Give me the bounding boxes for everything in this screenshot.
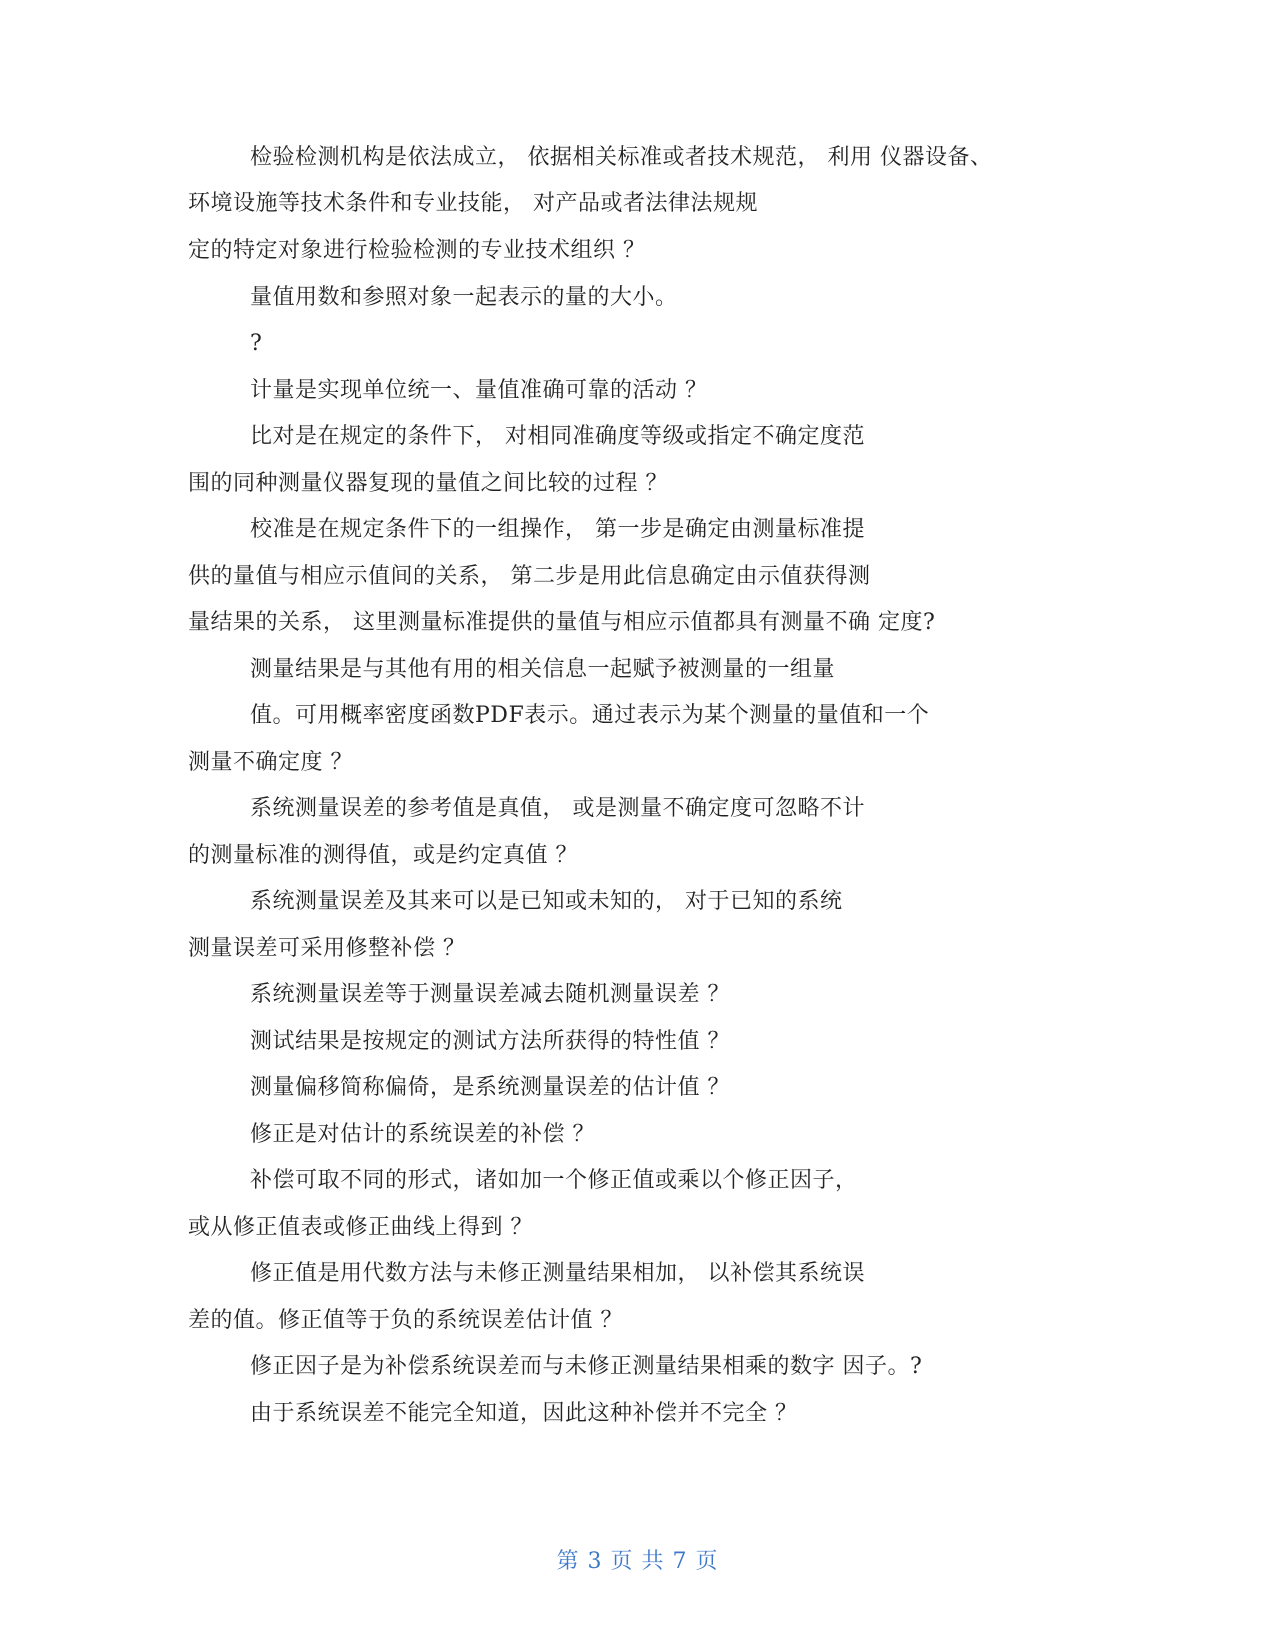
- text-line: 或从修正值表或修正曲线上得到 ？: [188, 1215, 533, 1240]
- text-line: 系统测量误差及其来可以是已知或未知的， 对于已知的系统: [250, 889, 843, 914]
- text-line: 检验检测机构是依法成立， 依据相关标准或者技术规范， 利用 仪器设备、: [250, 145, 993, 170]
- text-line: 量结果的关系， 这里测量标准提供的量值与相应示值都具有测量不确 定度?: [188, 610, 936, 635]
- text-line: 修正是对估计的系统误差的补偿 ？: [250, 1122, 595, 1147]
- text-line: 由于系统误差不能完全知道，因此这种补偿并不完全 ？: [250, 1401, 798, 1426]
- text-line: 环境设施等技术条件和专业技能， 对产品或者法律法规规: [188, 191, 758, 216]
- text-line: 系统测量误差的参考值是真值， 或是测量不确定度可忽略不计: [250, 796, 865, 821]
- text-line: 定的特定对象进行检验检测的专业技术组织 ？: [188, 238, 646, 263]
- text-line: 补偿可取不同的形式，诸如加一个修正值或乘以个修正因子，: [250, 1168, 858, 1193]
- text-line: 测量偏移简称偏倚，是系统测量误差的估计值 ？: [250, 1075, 730, 1100]
- text-line: 测试结果是按规定的测试方法所获得的特性值 ？: [250, 1029, 730, 1054]
- text-line: 供的量值与相应示值间的关系， 第二步是用此信息确定由示值获得测: [188, 564, 871, 589]
- text-line: 修正因子是为补偿系统误差而与未修正测量结果相乘的数字 因子。?: [250, 1354, 923, 1379]
- text-line: 计量是实现单位统一、量值准确可靠的活动 ？: [250, 378, 708, 403]
- page-number-footer: 第 3 页 共 7 页: [556, 1549, 719, 1574]
- text-line: ?: [250, 331, 263, 356]
- text-line: 围的同种测量仪器复现的量值之间比较的过程 ？: [188, 471, 668, 496]
- text-line: 测量不确定度 ？: [188, 750, 353, 775]
- text-line: 值。可用概率密度函数PDF表示。通过表示为某个测量的量值和一个: [250, 703, 930, 728]
- text-line: 测量结果是与其他有用的相关信息一起赋予被测量的一组量: [250, 657, 836, 682]
- text-line: 差的值。修正值等于负的系统误差估计值 ？: [188, 1308, 623, 1333]
- text-line: 比对是在规定的条件下， 对相同准确度等级或指定不确定度范: [250, 424, 865, 449]
- text-line: 校准是在规定条件下的一组操作， 第一步是确定由测量标准提: [250, 517, 865, 542]
- text-line: 修正值是用代数方法与未修正测量结果相加， 以补偿其系统误: [250, 1261, 865, 1286]
- text-line: 的测量标准的测得值，或是约定真值 ？: [188, 843, 578, 868]
- text-line: 测量误差可采用修整补偿 ？: [188, 936, 466, 961]
- text-line: 系统测量误差等于测量误差减去随机测量误差 ？: [250, 982, 730, 1007]
- text-line: 量值用数和参照对象一起表示的量的大小。: [250, 285, 678, 310]
